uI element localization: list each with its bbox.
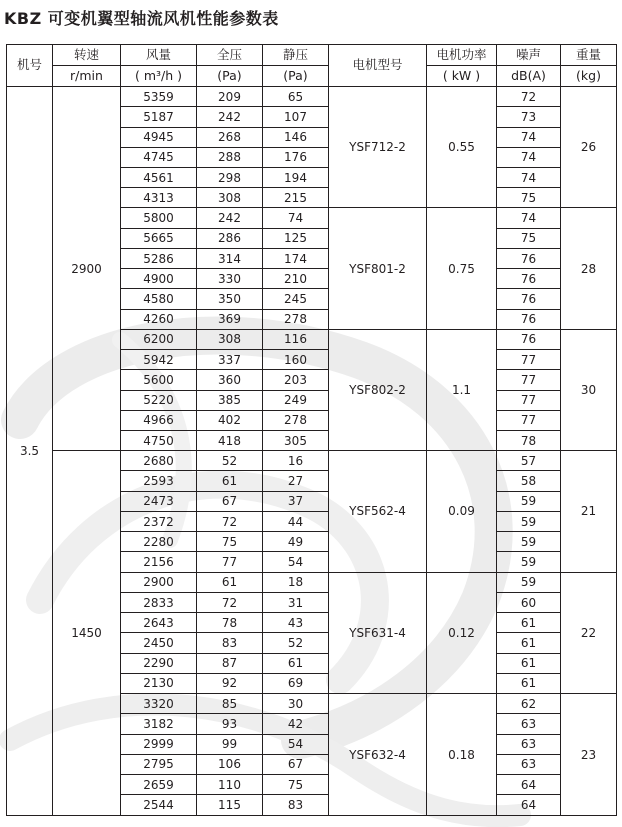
static-pressure-cell: 176: [263, 147, 329, 167]
static-pressure-cell: 54: [263, 552, 329, 572]
noise-cell: 61: [497, 653, 561, 673]
noise-cell: 76: [497, 309, 561, 329]
airflow-cell: 2473: [121, 491, 197, 511]
total-pressure-cell: 298: [197, 167, 263, 187]
noise-cell: 77: [497, 410, 561, 430]
fan-performance-table: [6, 44, 617, 816]
static-pressure-cell: 49: [263, 532, 329, 552]
total-pressure-cell: 288: [197, 147, 263, 167]
static-pressure-cell: 215: [263, 188, 329, 208]
weight-cell: 23: [561, 694, 617, 816]
airflow-cell: 2544: [121, 795, 197, 816]
airflow-cell: 5187: [121, 107, 197, 127]
static-pressure-cell: 305: [263, 431, 329, 451]
header-static-pressure: 静压: [263, 45, 329, 66]
header-airflow-unit: ( m³/h ): [121, 66, 197, 87]
total-pressure-cell: 87: [197, 653, 263, 673]
noise-cell: 76: [497, 289, 561, 309]
speed-cell: 2900: [53, 87, 121, 451]
total-pressure-cell: 385: [197, 390, 263, 410]
motor-model-cell: YSF632-4: [329, 694, 427, 816]
noise-cell: 74: [497, 147, 561, 167]
motor-power-cell: 0.09: [427, 451, 497, 572]
airflow-cell: 2999: [121, 734, 197, 754]
airflow-cell: 2130: [121, 673, 197, 693]
static-pressure-cell: 37: [263, 491, 329, 511]
static-pressure-cell: 210: [263, 269, 329, 289]
motor-power-cell: 0.55: [427, 87, 497, 208]
static-pressure-cell: 75: [263, 775, 329, 795]
airflow-cell: 5800: [121, 208, 197, 228]
total-pressure-cell: 286: [197, 228, 263, 248]
airflow-cell: 2643: [121, 613, 197, 633]
noise-cell: 73: [497, 107, 561, 127]
total-pressure-cell: 330: [197, 269, 263, 289]
airflow-cell: 5359: [121, 87, 197, 107]
noise-cell: 63: [497, 754, 561, 774]
airflow-cell: 3320: [121, 694, 197, 714]
airflow-cell: 4900: [121, 269, 197, 289]
header-unit-row: [7, 66, 617, 87]
header-motor-model: 电机型号: [329, 45, 427, 87]
airflow-cell: 4745: [121, 147, 197, 167]
airflow-cell: 6200: [121, 329, 197, 349]
page-title: KBZ 可变机翼型轴流风机性能参数表: [4, 9, 279, 28]
static-pressure-cell: 69: [263, 673, 329, 693]
total-pressure-cell: 337: [197, 350, 263, 370]
header-model-no: 机号: [7, 45, 53, 87]
total-pressure-cell: 85: [197, 694, 263, 714]
table-row: [7, 451, 617, 471]
airflow-cell: 5600: [121, 370, 197, 390]
noise-cell: 76: [497, 329, 561, 349]
static-pressure-cell: 83: [263, 795, 329, 816]
total-pressure-cell: 83: [197, 633, 263, 653]
motor-power-cell: 0.18: [427, 694, 497, 816]
noise-cell: 64: [497, 775, 561, 795]
total-pressure-cell: 242: [197, 107, 263, 127]
noise-cell: 62: [497, 694, 561, 714]
noise-cell: 76: [497, 269, 561, 289]
total-pressure-cell: 72: [197, 592, 263, 612]
airflow-cell: 4260: [121, 309, 197, 329]
weight-cell: 28: [561, 208, 617, 329]
airflow-cell: 4966: [121, 410, 197, 430]
noise-cell: 78: [497, 431, 561, 451]
total-pressure-cell: 402: [197, 410, 263, 430]
static-pressure-cell: 52: [263, 633, 329, 653]
noise-cell: 61: [497, 613, 561, 633]
total-pressure-cell: 360: [197, 370, 263, 390]
noise-cell: 72: [497, 87, 561, 107]
header-motor-power: 电机功率: [427, 45, 497, 66]
noise-cell: 59: [497, 532, 561, 552]
static-pressure-cell: 146: [263, 127, 329, 147]
weight-cell: 22: [561, 572, 617, 693]
noise-cell: 58: [497, 471, 561, 491]
airflow-cell: 4313: [121, 188, 197, 208]
motor-model-cell: YSF631-4: [329, 572, 427, 693]
static-pressure-cell: 278: [263, 410, 329, 430]
weight-cell: 30: [561, 329, 617, 450]
machine-no-cell: 3.5: [7, 87, 53, 816]
static-pressure-cell: 44: [263, 511, 329, 531]
noise-cell: 60: [497, 592, 561, 612]
header-weight: 重量: [561, 45, 617, 66]
total-pressure-cell: 115: [197, 795, 263, 816]
noise-cell: 64: [497, 795, 561, 816]
static-pressure-cell: 203: [263, 370, 329, 390]
airflow-cell: 2659: [121, 775, 197, 795]
motor-model-cell: YSF802-2: [329, 329, 427, 450]
noise-cell: 61: [497, 673, 561, 693]
static-pressure-cell: 160: [263, 350, 329, 370]
header-speed: 转速: [53, 45, 121, 66]
header-total-pressure: 全压: [197, 45, 263, 66]
airflow-cell: 3182: [121, 714, 197, 734]
static-pressure-cell: 43: [263, 613, 329, 633]
header-speed-unit: r/min: [53, 66, 121, 87]
airflow-cell: 4945: [121, 127, 197, 147]
motor-model-cell: YSF712-2: [329, 87, 427, 208]
static-pressure-cell: 42: [263, 714, 329, 734]
noise-cell: 59: [497, 491, 561, 511]
static-pressure-cell: 174: [263, 248, 329, 268]
total-pressure-cell: 369: [197, 309, 263, 329]
noise-cell: 59: [497, 572, 561, 592]
noise-cell: 75: [497, 228, 561, 248]
noise-cell: 61: [497, 633, 561, 653]
static-pressure-cell: 194: [263, 167, 329, 187]
airflow-cell: 2795: [121, 754, 197, 774]
airflow-cell: 5665: [121, 228, 197, 248]
total-pressure-cell: 99: [197, 734, 263, 754]
total-pressure-cell: 209: [197, 87, 263, 107]
airflow-cell: 2833: [121, 592, 197, 612]
static-pressure-cell: 54: [263, 734, 329, 754]
speed-cell: 1450: [53, 451, 121, 816]
total-pressure-cell: 77: [197, 552, 263, 572]
total-pressure-cell: 110: [197, 775, 263, 795]
total-pressure-cell: 61: [197, 471, 263, 491]
total-pressure-cell: 242: [197, 208, 263, 228]
motor-model-cell: YSF562-4: [329, 451, 427, 572]
weight-cell: 21: [561, 451, 617, 572]
total-pressure-cell: 418: [197, 431, 263, 451]
airflow-cell: 4750: [121, 431, 197, 451]
airflow-cell: 2372: [121, 511, 197, 531]
total-pressure-cell: 268: [197, 127, 263, 147]
total-pressure-cell: 308: [197, 329, 263, 349]
noise-cell: 74: [497, 127, 561, 147]
noise-cell: 63: [497, 714, 561, 734]
header-total-pressure-unit: (Pa): [197, 66, 263, 87]
static-pressure-cell: 107: [263, 107, 329, 127]
noise-cell: 59: [497, 511, 561, 531]
static-pressure-cell: 278: [263, 309, 329, 329]
total-pressure-cell: 67: [197, 491, 263, 511]
airflow-cell: 2593: [121, 471, 197, 491]
airflow-cell: 5286: [121, 248, 197, 268]
noise-cell: 63: [497, 734, 561, 754]
header-row: [7, 45, 617, 66]
static-pressure-cell: 249: [263, 390, 329, 410]
noise-cell: 59: [497, 552, 561, 572]
total-pressure-cell: 308: [197, 188, 263, 208]
motor-power-cell: 0.12: [427, 572, 497, 693]
noise-cell: 57: [497, 451, 561, 471]
total-pressure-cell: 106: [197, 754, 263, 774]
static-pressure-cell: 125: [263, 228, 329, 248]
motor-model-cell: YSF801-2: [329, 208, 427, 329]
header-motor-power-unit: ( kW ): [427, 66, 497, 87]
header-static-pressure-unit: (Pa): [263, 66, 329, 87]
static-pressure-cell: 61: [263, 653, 329, 673]
total-pressure-cell: 78: [197, 613, 263, 633]
total-pressure-cell: 72: [197, 511, 263, 531]
total-pressure-cell: 61: [197, 572, 263, 592]
noise-cell: 77: [497, 370, 561, 390]
airflow-cell: 4580: [121, 289, 197, 309]
header-weight-unit: (kg): [561, 66, 617, 87]
airflow-cell: 2900: [121, 572, 197, 592]
static-pressure-cell: 74: [263, 208, 329, 228]
total-pressure-cell: 93: [197, 714, 263, 734]
noise-cell: 77: [497, 350, 561, 370]
static-pressure-cell: 116: [263, 329, 329, 349]
motor-power-cell: 0.75: [427, 208, 497, 329]
airflow-cell: 5942: [121, 350, 197, 370]
static-pressure-cell: 18: [263, 572, 329, 592]
header-noise: 噪声: [497, 45, 561, 66]
static-pressure-cell: 16: [263, 451, 329, 471]
noise-cell: 77: [497, 390, 561, 410]
static-pressure-cell: 245: [263, 289, 329, 309]
noise-cell: 74: [497, 167, 561, 187]
noise-cell: 76: [497, 248, 561, 268]
noise-cell: 74: [497, 208, 561, 228]
airflow-cell: 2450: [121, 633, 197, 653]
static-pressure-cell: 65: [263, 87, 329, 107]
static-pressure-cell: 30: [263, 694, 329, 714]
motor-power-cell: 1.1: [427, 329, 497, 450]
total-pressure-cell: 92: [197, 673, 263, 693]
airflow-cell: 5220: [121, 390, 197, 410]
airflow-cell: 2680: [121, 451, 197, 471]
static-pressure-cell: 27: [263, 471, 329, 491]
noise-cell: 75: [497, 188, 561, 208]
total-pressure-cell: 314: [197, 248, 263, 268]
static-pressure-cell: 31: [263, 592, 329, 612]
airflow-cell: 2280: [121, 532, 197, 552]
header-airflow: 风量: [121, 45, 197, 66]
header-noise-unit: dB(A): [497, 66, 561, 87]
total-pressure-cell: 75: [197, 532, 263, 552]
airflow-cell: 4561: [121, 167, 197, 187]
weight-cell: 26: [561, 87, 617, 208]
total-pressure-cell: 52: [197, 451, 263, 471]
airflow-cell: 2290: [121, 653, 197, 673]
airflow-cell: 2156: [121, 552, 197, 572]
table-row: [7, 87, 617, 107]
static-pressure-cell: 67: [263, 754, 329, 774]
total-pressure-cell: 350: [197, 289, 263, 309]
